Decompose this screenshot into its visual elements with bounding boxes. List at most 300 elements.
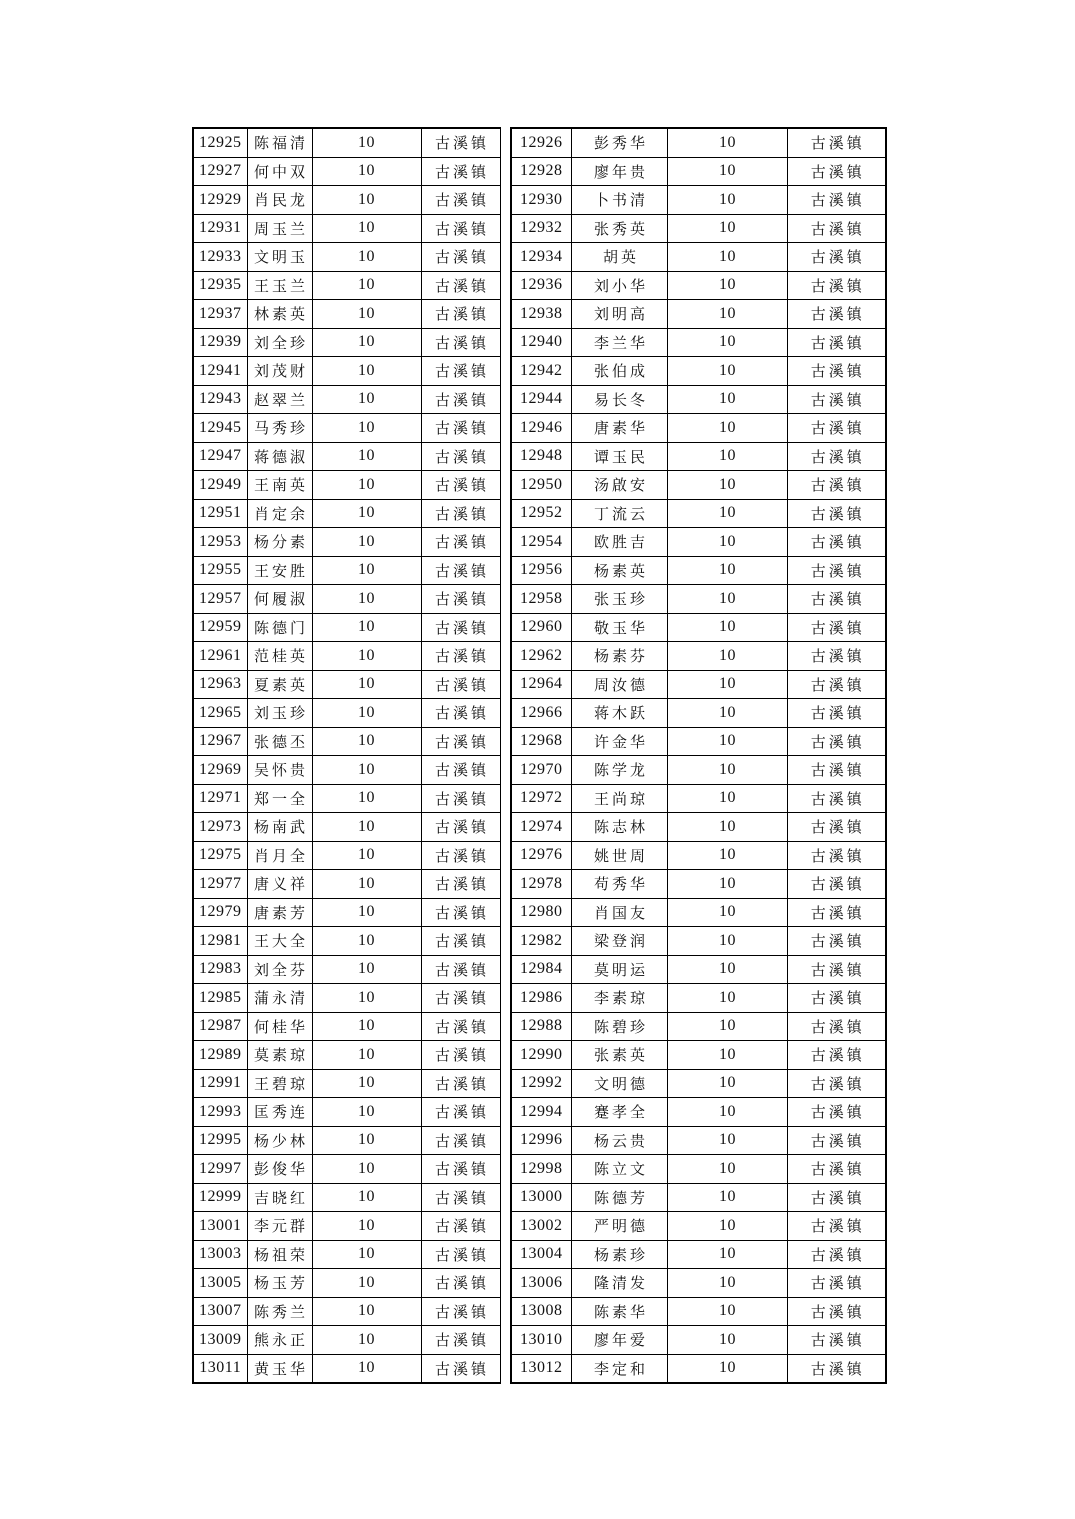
cell-name: 姚世周	[572, 841, 668, 870]
cell-amount: 10	[668, 1069, 788, 1098]
cell-amount: 10	[668, 128, 788, 157]
table-row	[511, 927, 886, 956]
cell-name: 蒋木跃	[572, 699, 668, 728]
cell-amount: 10	[668, 699, 788, 728]
cell-id: 13010	[511, 1326, 572, 1355]
cell-id: 12954	[511, 528, 572, 557]
cell-amount: 10	[312, 756, 421, 785]
cell-amount: 10	[668, 1098, 788, 1127]
cell-id: 12961	[193, 642, 247, 671]
cell-amount: 10	[668, 1041, 788, 1070]
cell-id: 12975	[193, 841, 247, 870]
cell-town: 古溪镇	[788, 784, 886, 813]
table-row	[511, 157, 886, 186]
cell-town: 古溪镇	[421, 243, 500, 272]
cell-town: 古溪镇	[421, 528, 500, 557]
cell-town: 古溪镇	[421, 699, 500, 728]
cell-town: 古溪镇	[421, 1326, 500, 1355]
cell-id: 12944	[511, 385, 572, 414]
cell-id: 12972	[511, 784, 572, 813]
cell-amount: 10	[312, 1155, 421, 1184]
cell-town: 古溪镇	[788, 214, 886, 243]
cell-name: 夏素英	[247, 670, 312, 699]
table-row	[511, 1155, 886, 1184]
cell-town: 古溪镇	[421, 1297, 500, 1326]
cell-amount: 10	[312, 271, 421, 300]
cell-name: 赵翠兰	[247, 385, 312, 414]
cell-town: 古溪镇	[421, 1354, 500, 1383]
cell-name: 黄玉华	[247, 1354, 312, 1383]
cell-town: 古溪镇	[788, 1354, 886, 1383]
cell-id: 12927	[193, 157, 247, 186]
cell-name: 丁流云	[572, 499, 668, 528]
cell-id: 12929	[193, 186, 247, 215]
cell-amount: 10	[668, 585, 788, 614]
cell-name: 杨素珍	[572, 1240, 668, 1269]
cell-id: 13006	[511, 1269, 572, 1298]
table-row	[511, 1354, 886, 1383]
cell-town: 古溪镇	[421, 585, 500, 614]
cell-id: 12973	[193, 813, 247, 842]
table-row	[511, 1240, 886, 1269]
cell-town: 古溪镇	[421, 1155, 500, 1184]
cell-amount: 10	[668, 1269, 788, 1298]
cell-id: 12940	[511, 328, 572, 357]
cell-amount: 10	[312, 841, 421, 870]
cell-town: 古溪镇	[788, 699, 886, 728]
table-row	[193, 1297, 500, 1326]
cell-town: 古溪镇	[788, 756, 886, 785]
cell-town: 古溪镇	[788, 813, 886, 842]
cell-name: 杨素芬	[572, 642, 668, 671]
cell-name: 文明玉	[247, 243, 312, 272]
cell-amount: 10	[312, 1212, 421, 1241]
table-row	[511, 984, 886, 1013]
cell-name: 刘全芬	[247, 955, 312, 984]
cell-name: 彭俊华	[247, 1155, 312, 1184]
cell-id: 12969	[193, 756, 247, 785]
cell-id: 13009	[193, 1326, 247, 1355]
cell-name: 李素琼	[572, 984, 668, 1013]
cell-amount: 10	[668, 784, 788, 813]
cell-town: 古溪镇	[421, 385, 500, 414]
table-row	[511, 1326, 886, 1355]
cell-id: 12997	[193, 1155, 247, 1184]
cell-id: 12958	[511, 585, 572, 614]
cell-town: 古溪镇	[788, 898, 886, 927]
table-row	[511, 328, 886, 357]
cell-id: 12953	[193, 528, 247, 557]
cell-amount: 10	[668, 756, 788, 785]
cell-town: 古溪镇	[421, 1126, 500, 1155]
cell-name: 肖国友	[572, 898, 668, 927]
cell-town: 古溪镇	[421, 1240, 500, 1269]
cell-amount: 10	[312, 1126, 421, 1155]
cell-amount: 10	[668, 528, 788, 557]
cell-amount: 10	[668, 984, 788, 1013]
cell-name: 严明德	[572, 1212, 668, 1241]
cell-name: 廖年爱	[572, 1326, 668, 1355]
cell-name: 王玉兰	[247, 271, 312, 300]
table-row	[193, 1098, 500, 1127]
cell-id: 12976	[511, 841, 572, 870]
cell-town: 古溪镇	[788, 1269, 886, 1298]
cell-name: 王南英	[247, 471, 312, 500]
cell-town: 古溪镇	[788, 328, 886, 357]
cell-town: 古溪镇	[788, 1069, 886, 1098]
table-row	[193, 1183, 500, 1212]
cell-town: 古溪镇	[421, 642, 500, 671]
cell-amount: 10	[312, 1183, 421, 1212]
cell-amount: 10	[668, 1183, 788, 1212]
cell-id: 12943	[193, 385, 247, 414]
cell-amount: 10	[312, 955, 421, 984]
cell-amount: 10	[312, 471, 421, 500]
cell-name: 刘茂财	[247, 357, 312, 386]
cell-town: 古溪镇	[788, 984, 886, 1013]
table-row	[511, 1012, 886, 1041]
cell-id: 12974	[511, 813, 572, 842]
cell-amount: 10	[312, 898, 421, 927]
cell-town: 古溪镇	[788, 670, 886, 699]
table-row	[511, 1041, 886, 1070]
cell-name: 刘全珍	[247, 328, 312, 357]
cell-id: 12988	[511, 1012, 572, 1041]
cell-id: 13011	[193, 1354, 247, 1383]
cell-town: 古溪镇	[788, 186, 886, 215]
cell-amount: 10	[312, 499, 421, 528]
cell-name: 蒲永清	[247, 984, 312, 1013]
table-row	[511, 1069, 886, 1098]
cell-amount: 10	[668, 1297, 788, 1326]
cell-id: 12949	[193, 471, 247, 500]
cell-id: 12952	[511, 499, 572, 528]
table-row	[511, 699, 886, 728]
cell-town: 古溪镇	[788, 1041, 886, 1070]
cell-name: 周汝德	[572, 670, 668, 699]
cell-id: 12993	[193, 1098, 247, 1127]
cell-amount: 10	[668, 271, 788, 300]
cell-town: 古溪镇	[421, 1041, 500, 1070]
cell-amount: 10	[668, 556, 788, 585]
cell-name: 杨素英	[572, 556, 668, 585]
cell-id: 12948	[511, 442, 572, 471]
cell-id: 13000	[511, 1183, 572, 1212]
table-row	[193, 642, 500, 671]
table-row	[511, 670, 886, 699]
cell-town: 古溪镇	[788, 157, 886, 186]
table-row	[511, 955, 886, 984]
cell-id: 12938	[511, 300, 572, 329]
cell-name: 王安胜	[247, 556, 312, 585]
table-row	[511, 128, 886, 157]
table-row	[193, 300, 500, 329]
cell-name: 唐义祥	[247, 870, 312, 899]
table-row	[193, 1240, 500, 1269]
cell-town: 古溪镇	[421, 471, 500, 500]
cell-amount: 10	[668, 214, 788, 243]
cell-id: 12991	[193, 1069, 247, 1098]
cell-amount: 10	[312, 186, 421, 215]
table-row	[511, 214, 886, 243]
cell-id: 12965	[193, 699, 247, 728]
cell-id: 12959	[193, 613, 247, 642]
cell-amount: 10	[668, 442, 788, 471]
cell-name: 熊永正	[247, 1326, 312, 1355]
table-row	[193, 585, 500, 614]
table-row	[511, 414, 886, 443]
table-row	[193, 128, 500, 157]
cell-amount: 10	[312, 414, 421, 443]
cell-amount: 10	[668, 1240, 788, 1269]
cell-id: 12941	[193, 357, 247, 386]
table-row	[193, 499, 500, 528]
table-row	[193, 784, 500, 813]
cell-id: 12999	[193, 1183, 247, 1212]
cell-name: 肖民龙	[247, 186, 312, 215]
table-row	[511, 556, 886, 585]
cell-name: 廖年贵	[572, 157, 668, 186]
table-row	[193, 243, 500, 272]
cell-town: 古溪镇	[421, 186, 500, 215]
cell-name: 苟秀华	[572, 870, 668, 899]
cell-town: 古溪镇	[421, 813, 500, 842]
cell-id: 12931	[193, 214, 247, 243]
cell-town: 古溪镇	[788, 243, 886, 272]
table-row	[511, 357, 886, 386]
cell-town: 古溪镇	[421, 841, 500, 870]
cell-name: 杨祖荣	[247, 1240, 312, 1269]
cell-id: 12987	[193, 1012, 247, 1041]
cell-name: 隆清发	[572, 1269, 668, 1298]
cell-id: 12946	[511, 414, 572, 443]
cell-town: 古溪镇	[421, 984, 500, 1013]
table-row	[193, 756, 500, 785]
cell-amount: 10	[312, 642, 421, 671]
cell-amount: 10	[312, 585, 421, 614]
cell-id: 12936	[511, 271, 572, 300]
cell-name: 文明德	[572, 1069, 668, 1098]
cell-amount: 10	[668, 385, 788, 414]
cell-town: 古溪镇	[421, 1212, 500, 1241]
cell-id: 12934	[511, 243, 572, 272]
table-row	[193, 556, 500, 585]
cell-amount: 10	[312, 613, 421, 642]
cell-name: 杨玉芳	[247, 1269, 312, 1298]
cell-id: 12985	[193, 984, 247, 1013]
cell-amount: 10	[668, 357, 788, 386]
cell-town: 古溪镇	[788, 1326, 886, 1355]
cell-amount: 10	[668, 1155, 788, 1184]
cell-town: 古溪镇	[788, 727, 886, 756]
cell-id: 12960	[511, 613, 572, 642]
cell-amount: 10	[312, 727, 421, 756]
cell-id: 13002	[511, 1212, 572, 1241]
cell-name: 陈志林	[572, 813, 668, 842]
cell-town: 古溪镇	[788, 1183, 886, 1212]
cell-town: 古溪镇	[421, 157, 500, 186]
cell-amount: 10	[668, 499, 788, 528]
cell-town: 古溪镇	[788, 271, 886, 300]
cell-amount: 10	[312, 328, 421, 357]
table-row	[193, 157, 500, 186]
cell-id: 12950	[511, 471, 572, 500]
cell-amount: 10	[312, 1069, 421, 1098]
cell-id: 12932	[511, 214, 572, 243]
cell-town: 古溪镇	[788, 528, 886, 557]
cell-town: 古溪镇	[421, 271, 500, 300]
cell-amount: 10	[668, 414, 788, 443]
cell-id: 12947	[193, 442, 247, 471]
table-row	[511, 471, 886, 500]
cell-name: 郑一全	[247, 784, 312, 813]
cell-town: 古溪镇	[788, 1212, 886, 1241]
cell-name: 莫明运	[572, 955, 668, 984]
cell-id: 13003	[193, 1240, 247, 1269]
cell-name: 陈素华	[572, 1297, 668, 1326]
cell-id: 13008	[511, 1297, 572, 1326]
cell-name: 张素英	[572, 1041, 668, 1070]
cell-town: 古溪镇	[421, 556, 500, 585]
cell-name: 李定和	[572, 1354, 668, 1383]
cell-amount: 10	[668, 1326, 788, 1355]
cell-town: 古溪镇	[421, 1069, 500, 1098]
cell-name: 蒋德淑	[247, 442, 312, 471]
cell-id: 12994	[511, 1098, 572, 1127]
cell-id: 12984	[511, 955, 572, 984]
cell-name: 杨云贵	[572, 1126, 668, 1155]
cell-id: 12928	[511, 157, 572, 186]
table-row	[511, 186, 886, 215]
cell-amount: 10	[668, 243, 788, 272]
cell-town: 古溪镇	[421, 1183, 500, 1212]
cell-name: 敬玉华	[572, 613, 668, 642]
cell-amount: 10	[312, 784, 421, 813]
cell-id: 12977	[193, 870, 247, 899]
cell-name: 王碧琼	[247, 1069, 312, 1098]
cell-amount: 10	[312, 385, 421, 414]
cell-name: 陈德芳	[572, 1183, 668, 1212]
cell-id: 12982	[511, 927, 572, 956]
cell-id: 12981	[193, 927, 247, 956]
table-row	[511, 1126, 886, 1155]
cell-amount: 10	[668, 841, 788, 870]
cell-id: 12970	[511, 756, 572, 785]
cell-name: 范桂英	[247, 642, 312, 671]
table-row	[511, 528, 886, 557]
cell-name: 胡英	[572, 243, 668, 272]
cell-id: 13001	[193, 1212, 247, 1241]
cell-amount: 10	[312, 528, 421, 557]
cell-town: 古溪镇	[788, 613, 886, 642]
table-row	[193, 984, 500, 1013]
cell-town: 古溪镇	[421, 214, 500, 243]
table-row	[511, 841, 886, 870]
cell-town: 古溪镇	[788, 385, 886, 414]
cell-town: 古溪镇	[788, 642, 886, 671]
cell-name: 欧胜吉	[572, 528, 668, 557]
cell-amount: 10	[668, 670, 788, 699]
cell-id: 13012	[511, 1354, 572, 1383]
cell-id: 12945	[193, 414, 247, 443]
cell-town: 古溪镇	[421, 670, 500, 699]
cell-name: 王大全	[247, 927, 312, 956]
cell-town: 古溪镇	[421, 727, 500, 756]
cell-amount: 10	[312, 1297, 421, 1326]
cell-name: 刘明高	[572, 300, 668, 329]
cell-town: 古溪镇	[788, 927, 886, 956]
table-row	[193, 328, 500, 357]
cell-amount: 10	[312, 927, 421, 956]
cell-town: 古溪镇	[788, 1240, 886, 1269]
cell-town: 古溪镇	[421, 870, 500, 899]
cell-name: 卜书清	[572, 186, 668, 215]
cell-id: 12962	[511, 642, 572, 671]
table-row	[511, 898, 886, 927]
cell-amount: 10	[668, 1212, 788, 1241]
cell-name: 肖月全	[247, 841, 312, 870]
cell-name: 刘小华	[572, 271, 668, 300]
cell-name: 李元群	[247, 1212, 312, 1241]
table-row	[193, 1155, 500, 1184]
cell-name: 唐素芳	[247, 898, 312, 927]
cell-id: 12979	[193, 898, 247, 927]
cell-name: 匡秀连	[247, 1098, 312, 1127]
roster-tables-container	[192, 127, 887, 1384]
table-row	[193, 1069, 500, 1098]
table-row	[193, 699, 500, 728]
cell-town: 古溪镇	[788, 471, 886, 500]
table-row	[511, 727, 886, 756]
table-row	[193, 841, 500, 870]
roster-table-right-body	[511, 128, 886, 1383]
cell-amount: 10	[312, 699, 421, 728]
cell-town: 古溪镇	[788, 556, 886, 585]
cell-amount: 10	[312, 556, 421, 585]
table-row	[511, 1212, 886, 1241]
cell-id: 12967	[193, 727, 247, 756]
table-row	[511, 870, 886, 899]
table-row	[193, 1041, 500, 1070]
table-row	[193, 528, 500, 557]
roster-table-left-body	[193, 128, 500, 1383]
cell-amount: 10	[668, 1354, 788, 1383]
cell-id: 12925	[193, 128, 247, 157]
cell-town: 古溪镇	[421, 442, 500, 471]
cell-amount: 10	[312, 1326, 421, 1355]
cell-name: 陈德门	[247, 613, 312, 642]
table-row	[193, 1354, 500, 1383]
table-row	[193, 186, 500, 215]
table-row	[193, 471, 500, 500]
cell-id: 12978	[511, 870, 572, 899]
cell-amount: 10	[312, 442, 421, 471]
table-row	[511, 300, 886, 329]
table-row	[511, 1269, 886, 1298]
cell-town: 古溪镇	[421, 784, 500, 813]
cell-amount: 10	[312, 128, 421, 157]
table-row	[193, 442, 500, 471]
table-row	[511, 499, 886, 528]
cell-id: 12955	[193, 556, 247, 585]
cell-id: 12990	[511, 1041, 572, 1070]
cell-town: 古溪镇	[421, 1012, 500, 1041]
cell-name: 吴怀贵	[247, 756, 312, 785]
cell-town: 古溪镇	[788, 955, 886, 984]
cell-town: 古溪镇	[421, 955, 500, 984]
cell-id: 12983	[193, 955, 247, 984]
roster-table-right	[510, 127, 887, 1384]
